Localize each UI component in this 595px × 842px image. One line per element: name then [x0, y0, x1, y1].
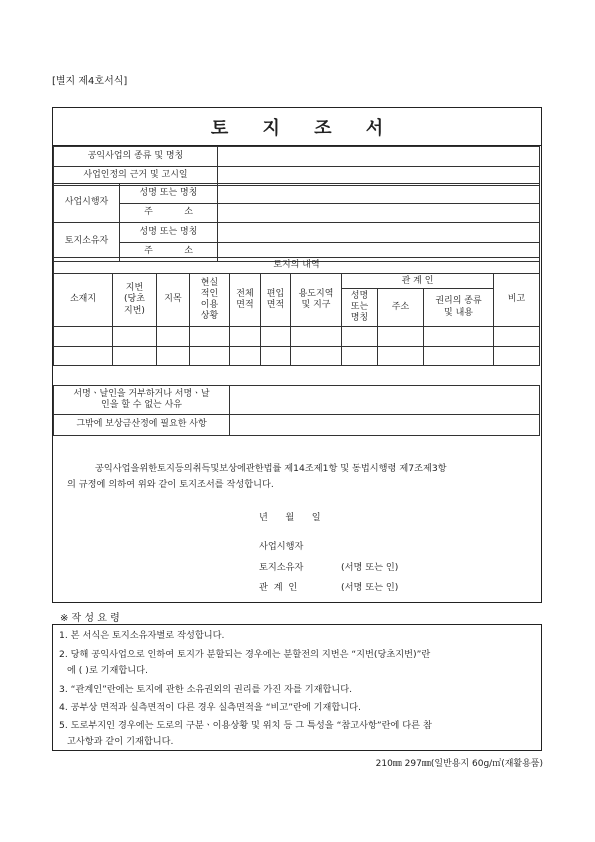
table-cell[interactable] — [378, 327, 424, 347]
col-lot-number: 지번 (당초 지번) — [113, 274, 157, 327]
table-cell[interactable] — [261, 327, 291, 347]
col-category: 지목 — [157, 274, 190, 327]
table-cell[interactable] — [378, 346, 424, 366]
owner-name-label: 성명 또는 명칭 — [120, 223, 218, 243]
guide-item-2a: 2. 당해 공익사업으로 인하여 토지가 분할되는 경우에는 분할전의 지번은 “지번(당초지번)”란 — [59, 649, 431, 660]
parties-table — [53, 183, 540, 262]
project-basis-label: 사업인정의 근거 및 고시일 — [54, 166, 218, 186]
table-cell[interactable] — [157, 346, 190, 366]
col-included-area: 편입 면적 — [261, 274, 291, 327]
guide-item-1: 1. 본 서식은 토지소유자별로 작성합니다. — [59, 630, 225, 641]
land-section-title: 토지의 내역 — [54, 258, 540, 274]
table-cell[interactable] — [157, 327, 190, 347]
remarks-table — [53, 385, 540, 436]
land-survey-form — [52, 107, 542, 603]
guide-title: ※ 작 성 요 령 — [60, 613, 120, 624]
guide-item-5b: 고사항과 같이 기재합니다. — [67, 736, 174, 747]
table-cell[interactable] — [291, 327, 342, 347]
refusal-reason-field[interactable] — [230, 386, 540, 415]
col-related-rights: 권리의 종류 및 내용 — [424, 289, 494, 327]
table-cell[interactable] — [113, 327, 157, 347]
guide-box — [52, 624, 542, 751]
table-cell[interactable] — [342, 346, 378, 366]
owner-sign-label: 토지소유자 — [259, 562, 304, 573]
table-cell[interactable] — [261, 346, 291, 366]
table-cell[interactable] — [190, 346, 230, 366]
owner-sign-hint: (서명 또는 인) — [341, 562, 399, 573]
form-title: 토 지 조 서 — [53, 108, 541, 146]
guide-item-5a: 5. 도로부지인 경우에는 도로의 구분ㆍ이용상황 및 위치 등 그 특성을 “참고사항”란에 다른 참 — [59, 720, 432, 731]
table-cell[interactable] — [291, 346, 342, 366]
paper-spec-footer: 210㎜ 297㎜(일반용지 60g/㎡(재활용품) — [375, 759, 543, 769]
col-location: 소재지 — [54, 274, 113, 327]
table-cell[interactable] — [113, 346, 157, 366]
operator-label: 사업시행자 — [54, 184, 120, 223]
col-zone: 용도지역 및 지구 — [291, 274, 342, 327]
table-row — [54, 346, 540, 366]
table-cell[interactable] — [54, 346, 113, 366]
operator-name-field[interactable] — [218, 184, 540, 204]
guide-item-2b: 에 ( )로 기재합니다. — [67, 665, 148, 676]
table-cell[interactable] — [230, 327, 261, 347]
table-row — [54, 327, 540, 347]
operator-address-field[interactable] — [218, 203, 540, 223]
table-cell[interactable] — [190, 327, 230, 347]
date-line: 년 월 일 — [259, 512, 321, 523]
table-cell[interactable] — [424, 327, 494, 347]
table-cell[interactable] — [54, 327, 113, 347]
table-cell[interactable] — [342, 327, 378, 347]
operator-sign-label: 사업시행자 — [259, 541, 304, 552]
guide-item-3: 3. “관계인”란에는 토지에 관한 소유권외의 권리를 가진 자를 기재합니다. — [59, 684, 353, 695]
table-cell[interactable] — [494, 346, 540, 366]
project-name-label: 공익사업의 종류 및 명칭 — [54, 147, 218, 167]
col-related-persons: 관 계 인 — [342, 274, 494, 289]
owner-address-label: 주 소 — [120, 242, 218, 262]
declaration-line-1: 공익사업을위한토지등의취득및보상에관한법률 제14조제1항 및 동법시행령 제7조제3항 — [95, 463, 447, 474]
col-related-address: 주소 — [378, 289, 424, 327]
operator-address-label: 주 소 — [120, 203, 218, 223]
declaration-line-2: 의 규정에 의하여 위와 같이 토지조서를 작성합니다. — [67, 479, 274, 490]
related-sign-label: 관 계 인 — [259, 582, 298, 593]
land-detail-table — [53, 257, 540, 366]
refusal-reason-label: 서명ㆍ날인을 거부하거나 서명ㆍ날 인을 할 수 없는 사유 — [54, 386, 230, 415]
col-note: 비고 — [494, 274, 540, 327]
col-total-area: 전체 면적 — [230, 274, 261, 327]
related-sign-hint: (서명 또는 인) — [341, 582, 399, 593]
table-cell[interactable] — [424, 346, 494, 366]
table-cell[interactable] — [230, 346, 261, 366]
owner-label: 토지소유자 — [54, 223, 120, 262]
other-matters-field[interactable] — [230, 415, 540, 436]
col-current-use: 현실 적인 이용 상황 — [190, 274, 230, 327]
basic-info-table — [53, 146, 540, 186]
form-number-label: [별지 제4호서식] — [52, 76, 128, 87]
other-matters-label: 그밖에 보상금산정에 필요한 사항 — [54, 415, 230, 436]
table-cell[interactable] — [494, 327, 540, 347]
owner-name-field[interactable] — [218, 223, 540, 243]
guide-item-4: 4. 공부상 면적과 실측면적이 다른 경우 실측면적을 “비고”란에 기재합니다. — [59, 702, 361, 713]
project-name-field[interactable] — [218, 147, 540, 167]
operator-name-label: 성명 또는 명칭 — [120, 184, 218, 204]
col-related-name: 성명 또는 명칭 — [342, 289, 378, 327]
